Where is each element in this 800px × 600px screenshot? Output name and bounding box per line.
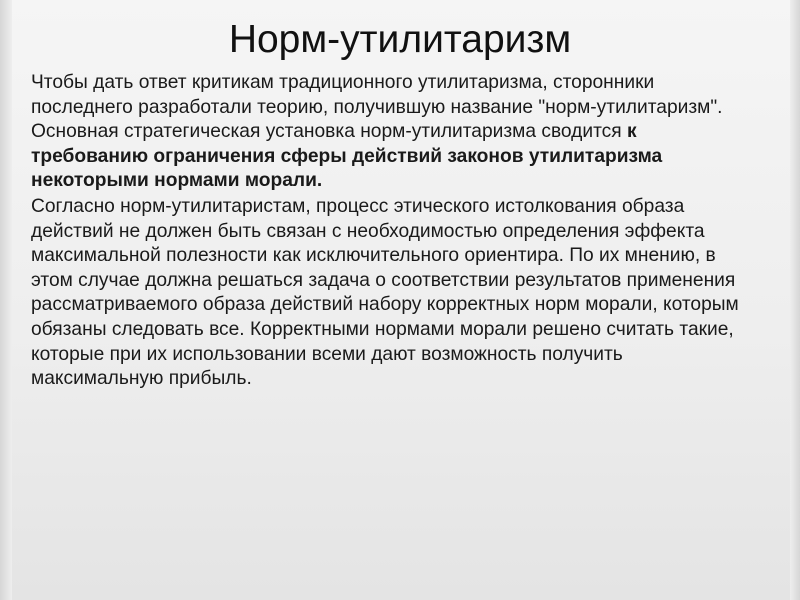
paragraph-1 <box>31 71 751 194</box>
slide-title: Норм-утилитаризм <box>228 18 572 61</box>
right-side-strip <box>790 0 800 600</box>
paragraph-1-bold-text: к требованию ограничения сферы действий законов утилитаризма некоторыми нормами морали. <box>31 121 663 192</box>
slide-body <box>31 71 751 392</box>
left-side-strip <box>0 0 12 600</box>
paragraph-2: Согласно норм-утилитаристам, процесс этического истолкования образа действий не должен быть связан с необходимостью определения эффекта максимальной полезности как исключительного ориентира. По их мнению, в этом случае должна решаться задача о соответствии результатов применения рассматриваемого образа действий набору корректных норм морали, которым обязаны следовать все. Корректными нормами морали решено считать такие, которые при их использовании всеми дают возможность получить максимальную прибыль. <box>31 195 739 390</box>
paragraph-1-regular-text: Чтобы дать ответ критикам традиционного утилитаризма, сторонники последнего разработали теорию, получившую название "норм-утилитаризм". Основная стратегическая установка норм-утилитаризма сводится <box>31 72 723 143</box>
